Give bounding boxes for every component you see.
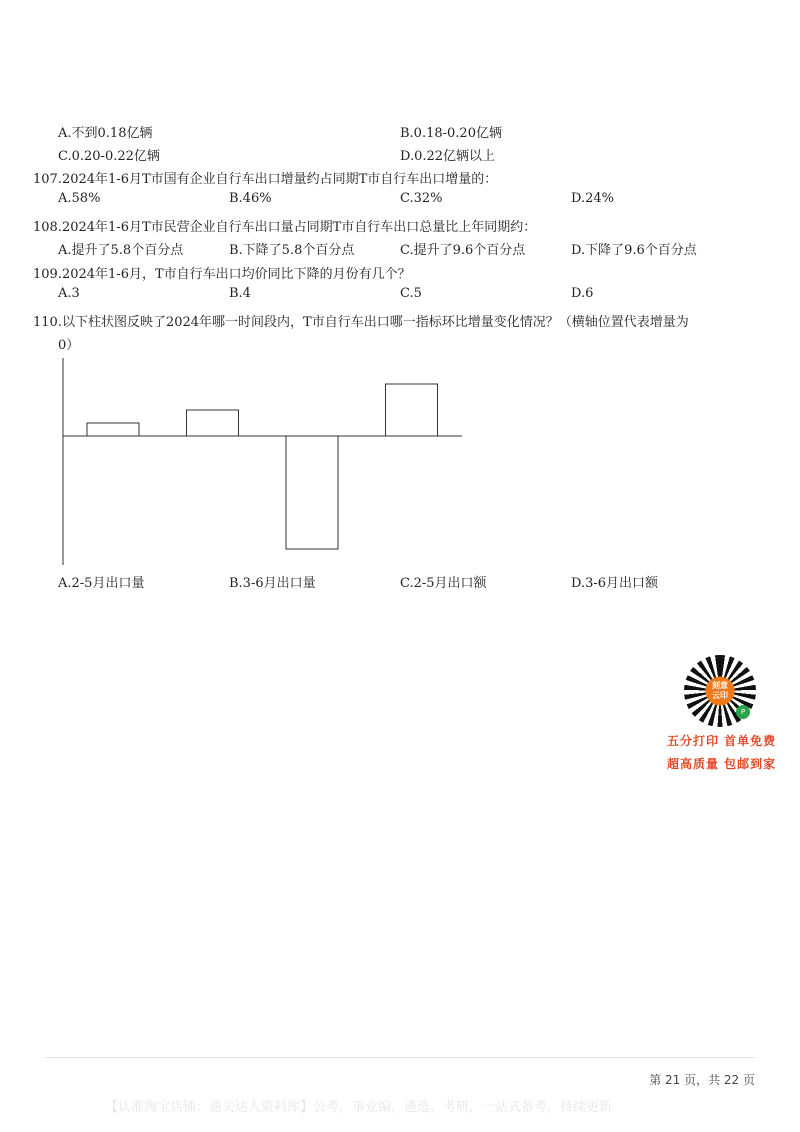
- ad-line-2: 超高质量 包邮到家: [667, 757, 777, 771]
- q106-option-c: C.0.20-0.22亿辆: [58, 149, 160, 164]
- q109-option-a: A.3: [58, 286, 80, 301]
- chart-bar-2: [187, 410, 239, 436]
- q107-option-c: C.32%: [400, 191, 443, 206]
- q110-option-c: C.2-5月出口额: [400, 576, 487, 591]
- watermark-text: 【认准淘宝店铺：通关达人资料库】公考，事业编，遴选，考研，一站式备考，持续更新: [105, 1100, 613, 1115]
- q108-option-b: B.下降了5.8个百分点: [229, 243, 355, 258]
- q110-stem-line2: 0）: [58, 338, 80, 353]
- q108-option-d: D.下降了9.6个百分点: [571, 243, 697, 258]
- chart-bar-4: [386, 384, 438, 436]
- qr-badge: P: [736, 705, 750, 719]
- ad-line-1: 五分打印 首单免费: [667, 734, 777, 748]
- q109-option-b: B.4: [229, 286, 251, 301]
- q107-stem: 107.2024年1-6月T市国有企业自行车出口增量约占同期T市自行车出口增量的：: [33, 172, 498, 187]
- q110-option-a: A.2-5月出口量: [58, 576, 145, 591]
- q108-option-a: A.提升了5.8个百分点: [58, 243, 184, 258]
- q106-option-b: B.0.18-0.20亿辆: [400, 126, 502, 141]
- footer-divider: [45, 1057, 755, 1058]
- q110-option-d: D.3-6月出口额: [571, 576, 659, 591]
- q107-option-a: A.58%: [58, 191, 101, 206]
- q107-option-d: D.24%: [571, 191, 614, 206]
- q110-stem-line1: 110.以下柱状图反映了2024年哪一时间段内，T市自行车出口哪一指标环比增量变化情况？（横轴位置代表增量为: [33, 315, 689, 330]
- chart-bar-3: [286, 436, 338, 549]
- q106-option-d: D.0.22亿辆以上: [400, 149, 496, 164]
- q106-option-a: A.不到0.18亿辆: [58, 126, 153, 141]
- q108-stem: 108.2024年1-6月T市民营企业自行车出口量占同期T市自行车出口总量比上年同期约：: [33, 220, 537, 235]
- page-number: 第 21 页，共 22 页: [649, 1073, 755, 1087]
- q109-option-d: D.6: [571, 286, 594, 301]
- qr-logo-text-1: 刻意: [712, 681, 728, 690]
- q109-stem: 109.2024年1-6月，T市自行车出口均价同比下降的月份有几个？: [33, 267, 411, 282]
- qr-logo: [706, 677, 734, 705]
- q110-option-b: B.3-6月出口量: [229, 576, 316, 591]
- qr-code[interactable]: [684, 655, 756, 727]
- bar-chart: [55, 355, 475, 570]
- q109-option-c: C.5: [400, 286, 422, 301]
- chart-bar-1: [87, 423, 139, 436]
- qr-logo-text-2: 云印: [712, 691, 728, 700]
- q108-option-c: C.提升了9.6个百分点: [400, 243, 526, 258]
- q107-option-b: B.46%: [229, 191, 272, 206]
